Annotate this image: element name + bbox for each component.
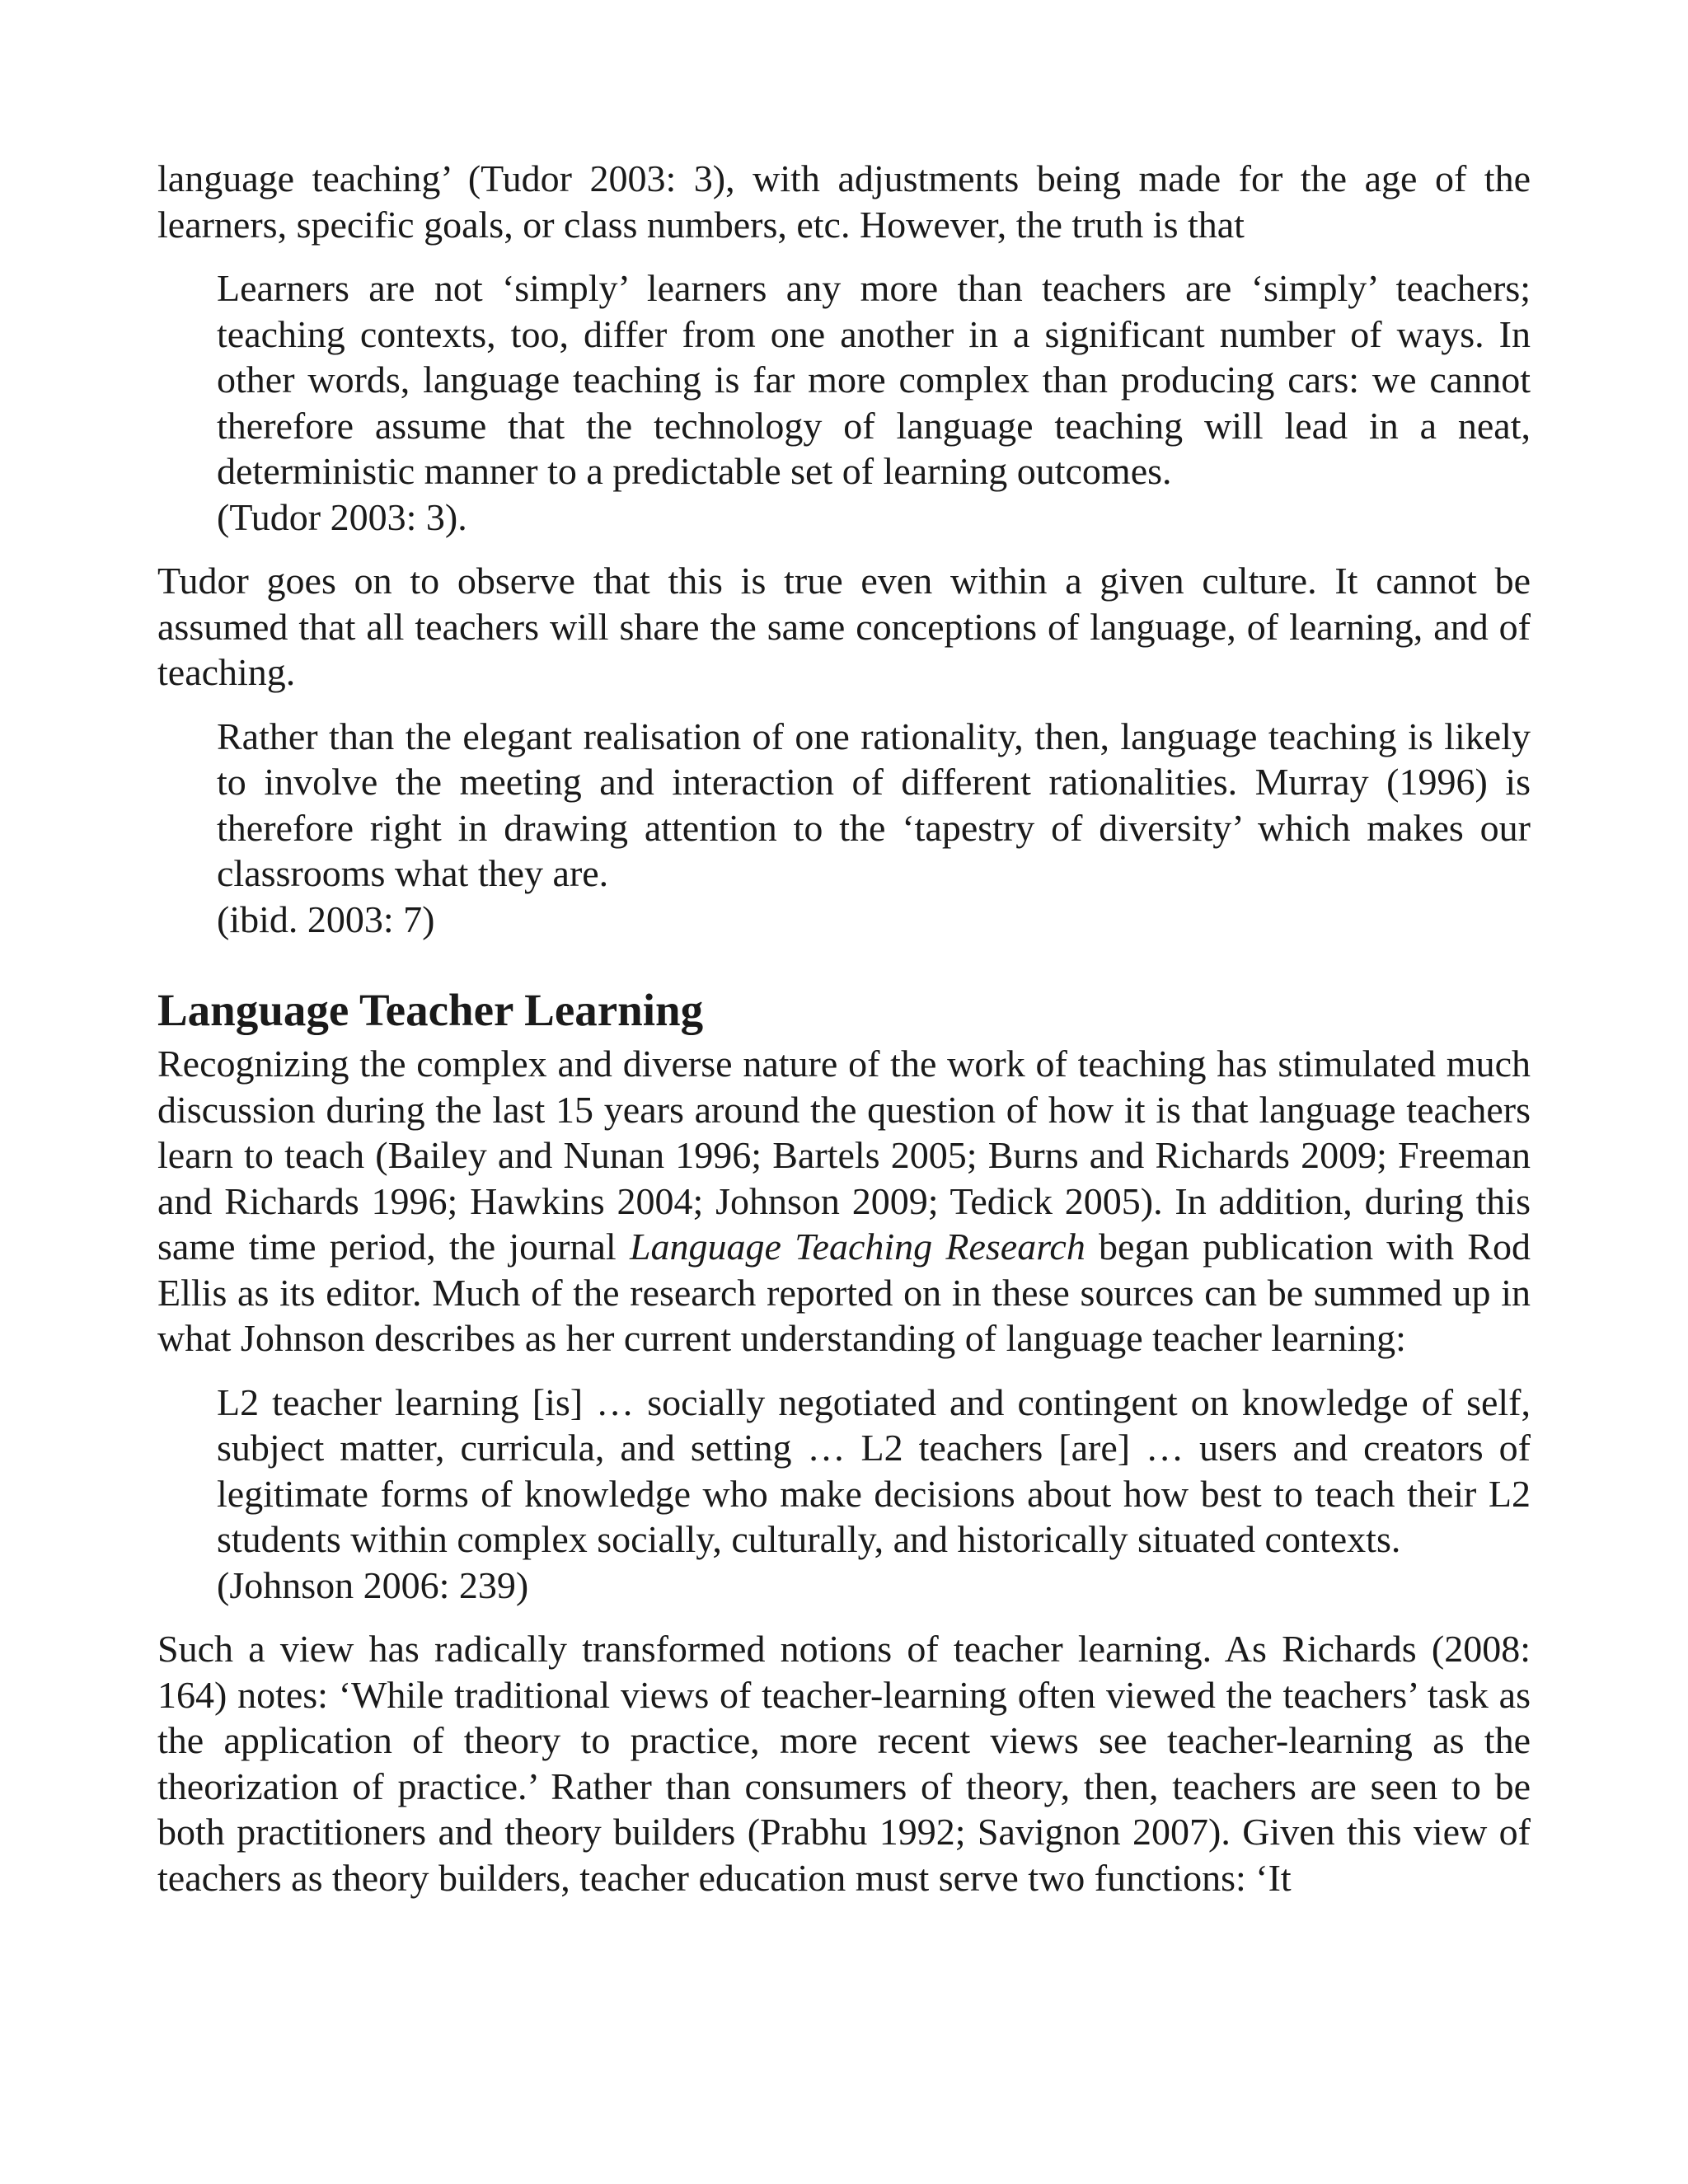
body-paragraph-2: Tudor goes on to observe that this is true even within a given culture. It cannot be assumed that all teachers will share the same conceptions of language, of learning, and of teaching. (157, 560, 1531, 693)
journal-title: Language Teaching Research (629, 1226, 1085, 1268)
body-paragraph-4: Such a view has radically transformed notions of teacher learning. As Richards (2008: 164) notes: ‘While traditional views of teacher-learning often viewed the teachers’ task as the application of theory to practice, more recent views see teacher-learning as the theorization of practice.’ Rather than consumers of theory, then, teachers are seen to be both practitioners and theory builders (Prabhu 1992; Savignon 2007). Given this view of teachers as theory builders, teacher education must serve two functions: ‘It (157, 1628, 1531, 1899)
block-quote-3 (217, 1380, 1531, 1609)
block-quote-3-citation: (Johnson 2006: 239) (217, 1563, 529, 1606)
block-quote-1-text: Learners are not ‘simply’ learners any more than teachers are ‘simply’ teachers; teaching contexts, too, differ from one another in a significant number of ways. In other words, language teaching is far more complex than producing cars: we cannot therefore assume that the technology of language teaching will lead in a neat, deterministic manner to a predictable set of learning outcomes. (217, 267, 1531, 492)
block-quote-2-citation: (ibid. 2003: 7) (217, 898, 435, 940)
body-paragraph-3-part-a: Recognizing the complex and diverse nature of the work of teaching has stimulated much discussion during the last 15 years around the question of how it is that language teachers learn to teach (Bailey and Nunan 1996; Bartels 2005; Burns and Richards 2009; Freeman and Richards 1996; Hawkins 2004; Johnson 2009; Tedick 2005). In addition, during this same time period, the journal (157, 1043, 1531, 1268)
block-quote-2-text: Rather than the elegant realisation of one rationality, then, language teaching is likely to involve the meeting and interaction of different rationalities. Murray (1996) is therefore right in drawing attention to the ‘tapestry of diversity’ which makes our classrooms what they are. (217, 715, 1531, 894)
body-paragraph-3-part-b: began publication with Rod Ellis as its editor. Much of the research reported on in these sources can be summed up in what Johnson describes as her current understanding of language teacher learning: (157, 1226, 1531, 1359)
block-quote-3-text: L2 teacher learning [is] … socially negotiated and contingent on knowledge of self, subject matter, curricula, and setting … L2 teachers [are] … users and creators of legitimate forms of knowledge who make decisions about how best to teach their L2 students within complex socially, culturally, and historically situated contexts. (217, 1380, 1531, 1560)
block-quote-2 (217, 714, 1531, 943)
block-quote-1-citation: (Tudor 2003: 3). (217, 495, 467, 538)
block-quote-1 (217, 265, 1531, 540)
section-heading: Language Teacher Learning (157, 985, 704, 1035)
body-paragraph-3 (157, 1041, 1531, 1361)
body-paragraph-1: language teaching’ (Tudor 2003: 3), with adjustments being made for the age of the learners, specific goals, or class numbers, etc. However, the truth is that (157, 157, 1531, 246)
document-page (157, 156, 1531, 1900)
